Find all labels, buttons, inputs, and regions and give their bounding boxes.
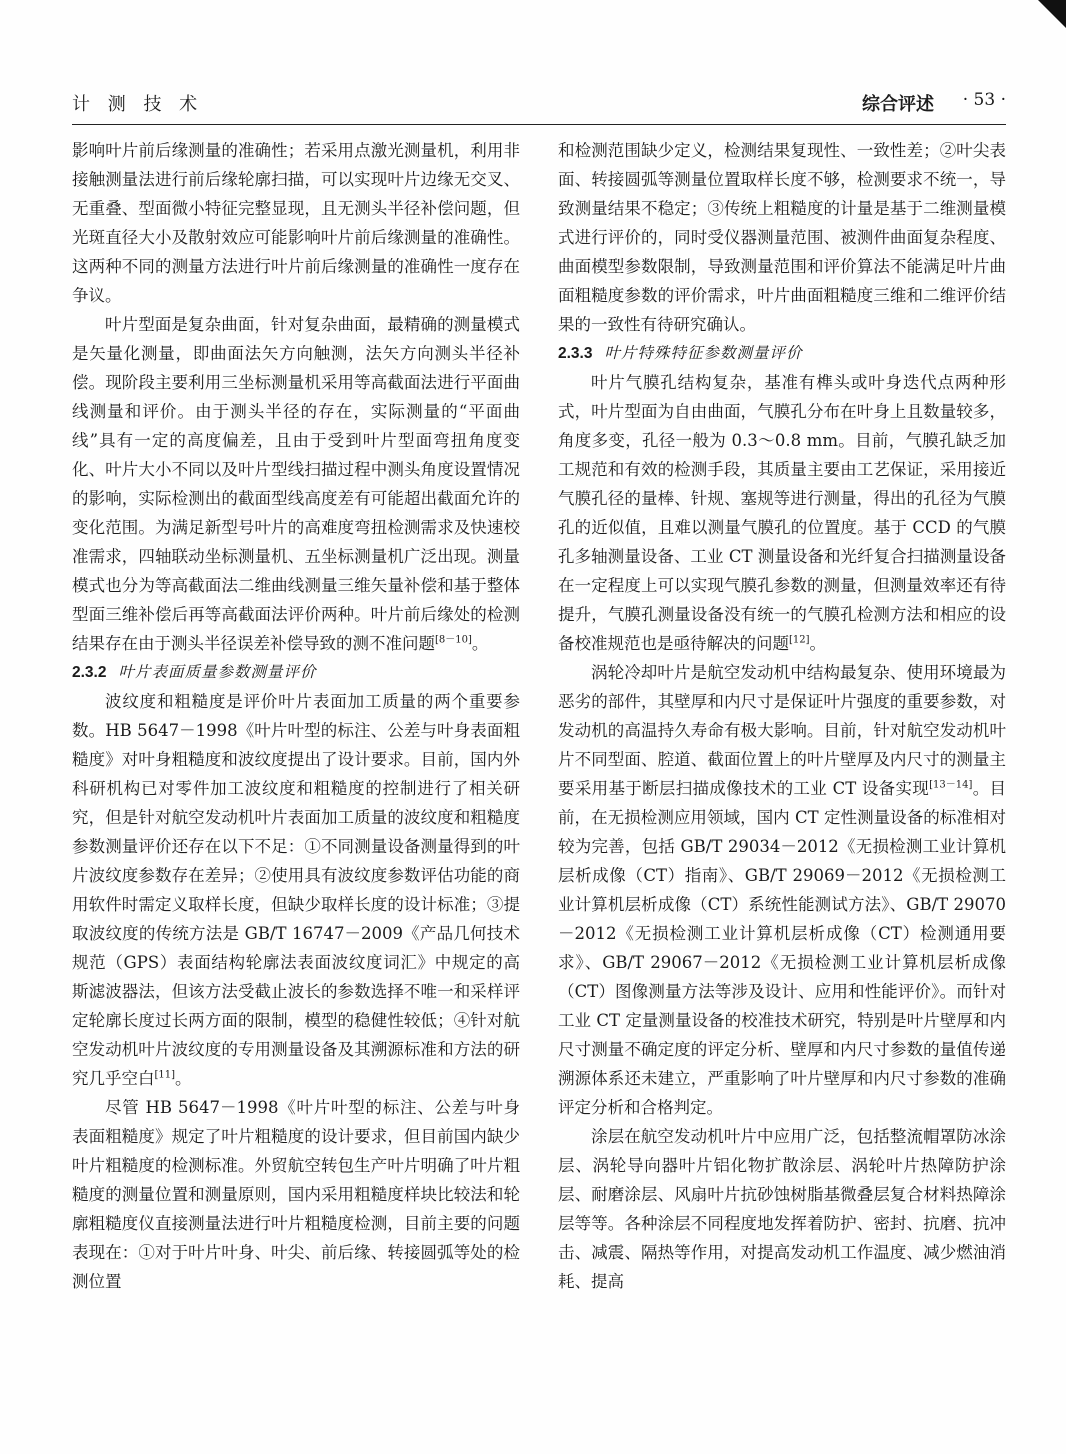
paragraph [72,687,520,1093]
paragraph [558,658,1006,1122]
right-column [558,136,1006,1296]
paragraph-text: 波纹度和粗糙度是评价叶片表面加工质量的两个重要参数。HB 5647－1998《叶片叶型的标注、公差与叶身表面粗糙度》对叶身粗糙度和波纹度提出了设计要求。目前，国内外科研机构已对零件加工波纹度和粗糙度的控制进行了相关研究，但是针对航空发动机叶片表面加工质量的波纹度和粗糙度参数测量评价还存在以下不足：①不同测量设备测量得到的叶片波纹度参数存在差异；②使用具有波纹度参数评估功能的商用软件时需定义取样长度，但缺少取样长度的设计标准；③提取波纹度的传统方法是 GB/T 16747－2009《产品几何技术规范（GPS）表面结构轮廓法表面波纹度词汇》中规定的高斯滤波器法，但该方法受截止波长的参数选择不唯一和采样评定轮廓长度过长两方面的限制，模型的稳健性较低；④针对航空发动机叶片波纹度的专用测量设备及其溯源标准和方法的研究几乎空白 [72,692,520,1088]
paragraph [72,310,520,658]
paragraph [558,368,1006,658]
section-name: 综合评述 [862,94,934,115]
citation: [13－14] [929,779,973,791]
section-title: 叶片特殊特征参数测量评价 [604,344,803,362]
section-title: 叶片表面质量参数测量评价 [118,663,317,681]
section-heading-2-3-3 [558,339,1006,368]
paragraph-text: 叶片气膜孔结构复杂，基准有榫头或叶身迭代点两种形式，叶片型面为自由曲面，气膜孔分布在叶身上且数量较多，角度多变，孔径一般为 0.3～0.8 mm。目前，气膜孔缺乏加工规范和有效的检测手段，其质量主要由工艺保证，采用接近气膜孔径的量棒、针规、塞规等进行测量，得出的孔径为气膜孔的近似值，且难以测量气膜孔的位置度。基于 CCD 的气膜孔多轴测量设备、工业 CT 测量设备和光纤复合扫描测量设备在一定程度上可以实现气膜孔参数的测量，但测量效率还有待提升，气膜孔测量设备没有统一的气膜孔检测方法和相应的设备校准规范也是亟待解决的问题 [558,373,1006,653]
journal-name: 计 测 技 术 [72,94,204,115]
left-column [72,136,520,1296]
page-corner-mark [1038,0,1066,28]
paragraph-end: 。 [809,634,827,653]
paragraph: 尽管 HB 5647－1998《叶片叶型的标注、公差与叶身表面粗糙度》规定了叶片粗糙度的设计要求，但目前国内缺少叶片粗糙度的检测标准。外贸航空转包生产叶片明确了叶片粗糙度的测量位置和测量原则，国内采用粗糙度样块比较法和轮廓粗糙度仪直接测量法进行叶片粗糙度检测，目前主要的问题表现在：①对于叶片叶身、叶尖、前后缘、转接圆弧等处的检测位置 [72,1098,520,1291]
paragraph-text: 叶片型面是复杂曲面，针对复杂曲面，最精确的测量模式是矢量化测量，即曲面法矢方向触测，法矢方向测头半径补偿。现阶段主要利用三坐标测量机采用等高截面法进行平面曲线测量和评价。由于测头半径的存在，实际测量的“平面曲线”具有一定的高度偏差，且由于受到叶片型面弯扭角度变化、叶片大小不同以及叶片型线扫描过程中测头角度设置情况的影响，实际检测出的截面型线高度差有可能超出截面允许的变化范围。为满足新型号叶片的高难度弯扭检测需求及快速校准需求，四轴联动坐标测量机、五坐标测量机广泛出现。测量模式也分为等高截面法二维曲线测量三维矢量补偿和基于整体型面三维补偿后再等高截面法评价两种。叶片前后缘处的检测结果存在由于测头半径误差补偿导致的测不准问题 [72,315,520,653]
paragraph: 影响叶片前后缘测量的准确性；若采用点激光测量机，利用非接触测量法进行前后缘轮廓扫描，可以实现叶片边缘无交叉、无重叠、型面微小特征完整显现，且无测头半径补偿问题，但光斑直径大小及散射效应可能影响叶片前后缘测量的准确性。这两种不同的测量方法进行叶片前后缘测量的准确性一度存在争议。 [72,141,520,305]
running-header [72,90,1006,120]
citation: [11] [154,1069,176,1081]
section-number: 2.3.3 [558,345,593,362]
paragraph-end: 。 [471,634,489,653]
section-heading-2-3-2 [72,658,520,687]
section-number: 2.3.2 [72,664,107,681]
paragraph-end: 。 [175,1069,192,1088]
paragraph-text: 涡轮冷却叶片是航空发动机中结构最复杂、使用环境最为恶劣的部件，其壁厚和内尺寸是保证叶片强度的重要参数，对发动机的高温持久寿命有极大影响。目前，针对航空发动机叶片不同型面、腔道、截面位置上的叶片壁厚及内尺寸的测量主要采用基于断层扫描成像技术的工业 CT 设备实现 [558,663,1006,798]
citation: [8－10] [435,634,472,646]
citation: [12] [789,634,810,646]
page-number: · 53 · [962,90,1006,110]
paragraph: 和检测范围缺少定义，检测结果复现性、一致性差；②叶尖表面、转接圆弧等测量位置取样长度不够，检测要求不统一，导致测量结果不稳定；③传统上粗糙度的计量是基于二维测量模式进行评价的，同时受仪器测量范围、被测件曲面复杂程度、曲面模型参数限制，导致测量范围和评价算法不能满足叶片曲面粗糙度参数的评价需求，叶片曲面粗糙度三维和二维评价结果的一致性有待研究确认。 [558,141,1006,334]
header-rule [72,124,1006,125]
paragraph: 涂层在航空发动机叶片中应用广泛，包括整流帽罩防冰涂层、涡轮导向器叶片铝化物扩散涂层、涡轮叶片热障防护涂层、耐磨涂层、风扇叶片抗砂蚀树脂基微叠层复合材料热障涂层等等。各种涂层不同程度地发挥着防护、密封、抗磨、抗冲击、减震、隔热等作用，对提高发动机工作温度、减少燃油消耗、提高 [558,1127,1006,1291]
paragraph-continued: 。目前，在无损检测应用领域，国内 CT 定性测量设备的标准相对较为完善，包括 GB/T 29034－2012《无损检测工业计算机层析成像（CT）指南》、GB/T 29069－2012《无损检测工业计算机层析成像（CT）系统性能测试方法》、GB/T 29070－2012《无损检测工业计算机层析成像（CT）检测通用要求》、GB/T 29067－2012《无损检测工业计算机层析成像（CT）图像测量方法等涉及设计、应用和性能评价》。而针对工业 CT 定量测量设备的校准技术研究，特别是叶片壁厚和内尺寸测量不确定度的评定分析、壁厚和内尺寸参数的量值传递溯源体系还未建立，严重影响了叶片壁厚和内尺寸参数的准确评定分析和合格判定。 [558,779,1007,1117]
